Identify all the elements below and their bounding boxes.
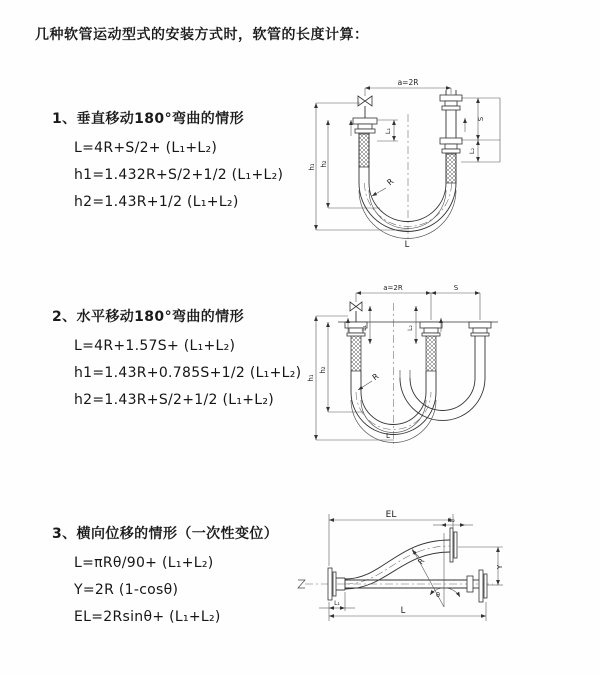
dim-label-l1: L₁ — [384, 127, 392, 135]
dim-label-y: Y — [496, 564, 504, 570]
dim-label-l: L — [386, 432, 390, 440]
section-2-heading: 2、水平移动180°弯曲的情形 — [52, 309, 244, 325]
braid-section — [359, 134, 369, 167]
dim-label-h2: h₂ — [319, 366, 327, 374]
dim-label-l2: L₂ — [449, 517, 455, 524]
dim-label-r: R — [415, 556, 427, 567]
centerline-mark — [298, 580, 305, 588]
hose-u-bend-moved — [400, 333, 485, 420]
formula-h2: h2=1.43R+1/2 (L₁+L₂) — [74, 194, 239, 210]
centerlines — [365, 114, 452, 242]
dim-label-h1: h₁ — [307, 374, 315, 382]
dim-label-l1: L₁ — [361, 325, 368, 331]
dim-label-h2: h₂ — [320, 160, 328, 168]
formula-EL: EL=2Rsinθ+ (L₁+L₂) — [74, 609, 221, 625]
formula-Y: Y=2R (1-cosθ) — [74, 582, 179, 598]
section-horizontal-movement — [52, 306, 352, 414]
valve-icon — [358, 96, 372, 118]
dim-label-l2: L₂ — [407, 325, 414, 331]
braid-section — [351, 335, 361, 371]
diagram-horizontal-180-bend — [308, 278, 590, 456]
dimension-lines — [319, 514, 503, 621]
section-vertical-movement — [52, 108, 352, 216]
dim-label-a2r: a=2R — [383, 284, 403, 292]
formula-h1: h1=1.432R+S/2+1/2 (L₁+L₂) — [74, 167, 284, 183]
formula-h1: h1=1.43R+0.785S+1/2 (L₁+L₂) — [74, 365, 302, 381]
section-3-heading: 3、横向位移的情形（一次性变位） — [52, 526, 279, 542]
dim-label-s: S — [453, 284, 459, 292]
dim-label-l2: L₂ — [468, 147, 476, 155]
dim-label-a2r: a=2R — [397, 78, 419, 87]
dim-label-h1: h₁ — [308, 163, 316, 171]
dim-label-theta: θ — [436, 591, 440, 599]
braid-section — [446, 154, 456, 183]
dim-label-l1: L₁ — [334, 600, 340, 607]
section-1-heading: 1、垂直移动180°弯曲的情形 — [52, 111, 244, 127]
braid-section — [426, 335, 436, 371]
formula-h2: h2=1.43R+S/2+1/2 (L₁+L₂) — [74, 392, 275, 408]
formula-L: L=πRθ/90+ (L₁+L₂) — [74, 555, 214, 571]
right-lower-flange — [479, 570, 487, 602]
dim-label-el: EL — [385, 510, 397, 520]
valve-icon — [350, 302, 362, 322]
dimension-lines — [316, 293, 480, 440]
diagram-vertical-180-bend — [308, 70, 590, 258]
upper-flange — [450, 528, 457, 562]
dim-label-r: R — [385, 176, 396, 188]
formula-L: L=4R+1.57S+ (L₁+L₂) — [74, 338, 236, 354]
diagram-lateral-displacement — [293, 498, 590, 648]
formula-L: L=4R+S/2+ (L₁+L₂) — [74, 140, 218, 156]
dim-label-l: L — [400, 606, 406, 616]
dim-label-l: L — [404, 240, 410, 250]
dim-label-s: S — [477, 116, 485, 122]
dim-label-r: R — [370, 371, 381, 383]
page-title: 几种软管运动型式的安装方式时，软管的长度计算： — [35, 27, 369, 43]
hose-u-bend — [359, 90, 456, 239]
